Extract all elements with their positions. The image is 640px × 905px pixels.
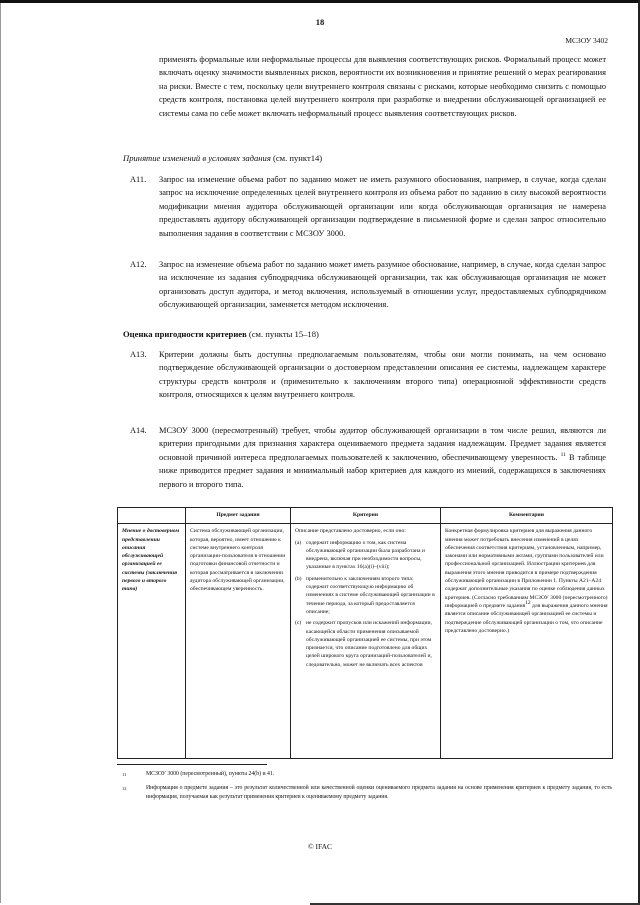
criteria-item-text: применительно к заключениям второго типа: содержит соответствующую информацию об изменениях в системе обслуживающей организации в течение периода, за который предоставляется описание; bbox=[306, 575, 435, 615]
section-heading-changes bbox=[123, 153, 322, 163]
section-heading-title: Оценка пригодности критериев bbox=[123, 329, 247, 339]
table-row bbox=[118, 524, 613, 759]
criteria-item-label: (c) bbox=[295, 620, 302, 627]
criteria-item bbox=[295, 539, 436, 572]
table-cell-criteria bbox=[291, 524, 441, 759]
paragraph-number: A12. bbox=[130, 260, 147, 269]
footnote-text: Информация о предмете задания – это результат количественной или качественной оценки оцениваемого предмета задания на основе применения критериев к предмету задания, то есть информация, получаемая как результат применения критериев к оцениваемому предмету задания. bbox=[146, 785, 612, 800]
footnote-divider bbox=[117, 764, 267, 765]
paragraph-text-part: МСЗОУ 3000 (пересмотренный) требует, чтобы аудитор обслуживающей организации в том числе решил, являются ли критерии пригодными для признания характера оцениваемого предмета задания надлежащим. Предмет задания является основной причиной интереса предполагаемых пользователей к заключению, обеспечивающему уверенность. bbox=[159, 426, 606, 462]
comments-text-part: для выражения данного мнения является описание обслуживающей организацией ее системы и подтверждение обслуживающей организации о том, что описание представлено достоверно.) bbox=[445, 602, 608, 634]
criteria-item-label: (b) bbox=[295, 575, 302, 582]
intro-paragraph: применять формальные или неформальные процессы для выявления соответствующих рисков. Формальный процесс может включать оценку значимости выявленных рисков, вероятности их возникновения и принятие решений о мерах реагирования на риски. Вместе с тем, поскольку цели внутреннего контроля связаны с рисками, которые необходимо снизить с помощью средств контроля, постановка целей внутреннего контроля при разработке и внедрении обслуживающей организацией ее системы сама по себе может включать неформальный процесс выявления соответствующих рисков. bbox=[159, 55, 606, 118]
table-header-row bbox=[118, 508, 613, 524]
criteria-intro: Описание представлено достоверно, если оно: bbox=[295, 528, 406, 535]
table-cell-comments bbox=[441, 524, 613, 759]
table-cell-opinion: Мнение о достоверном представлении описания обслуживающей организацией ее системы (заключения первого и второго типа) bbox=[118, 524, 186, 759]
paragraph-number: A14. bbox=[130, 426, 147, 435]
footnote-number: 12 bbox=[122, 786, 127, 791]
section-heading-ref: (см. пункты 15–18) bbox=[246, 329, 319, 339]
footnote-ref[interactable]: 12 bbox=[525, 600, 531, 607]
footnote-12 bbox=[122, 784, 612, 802]
section-heading-ref: (см. пункт14) bbox=[270, 153, 323, 163]
paragraph-text: Запрос на изменение объема работ по заданию может иметь разумное обоснование, например, в случае, когда сделан запрос на исключение из задания субподрядчика обслуживающей организации, так как обслуживающая организация не может организовать доступ аудитора, и метод включения, используемый в отношении услуг, предоставляемых субподрядчиком обслуживающей организации, заменяется методом исключения. bbox=[159, 260, 606, 310]
paragraph-text: Запрос на изменение объема работ по заданию может не иметь разумного обоснования, например, в случае, когда сделан запрос на исключение определенных целей внутреннего контроля из объема работ по заданию в силу высокой вероятности модификации мнения аудитора обслуживающей организации или когда обслуживающая организация не намерена предоставлять аудитору обслуживающей организации подтверждение в письменной форме и сделан запрос относительно выполнения задания в соответствии с МСЗОУ 3000. bbox=[159, 175, 606, 238]
page-number: 18 bbox=[315, 17, 325, 27]
section-heading-criteria bbox=[123, 329, 319, 339]
paragraph-number: A13. bbox=[130, 350, 147, 359]
criteria-table bbox=[117, 507, 613, 759]
footnote-number: 11 bbox=[122, 772, 127, 777]
criteria-item-label: (a) bbox=[295, 539, 302, 546]
footnote-text: МСЗОУ 3000 (пересмотренный), пункты 24(b) и 41. bbox=[146, 771, 275, 777]
table-header-cell: Критерии bbox=[291, 508, 441, 524]
section-heading-title: Принятие изменений в условиях задания bbox=[123, 153, 271, 163]
footer-copyright: © IFAC bbox=[307, 842, 333, 851]
criteria-item bbox=[295, 575, 436, 616]
document-id: МСЗОУ 3402 bbox=[565, 36, 608, 45]
paragraph-text bbox=[159, 424, 606, 491]
criteria-item-text: содержит информацию о том, как система обслуживающей организации была разработана и внедрена, включая при необходимости вопросы, указанные в пунктах 16(a)(i)–(viii); bbox=[306, 539, 425, 571]
table-cell-subject: Система обслуживающей организации, которая, вероятно, имеет отношение к системе внутреннего контроля организации-пользователя в отношении подготовки финансовой отчетности и которая рассматривается в заключении аудитора обслуживающей организации, обеспечивающем уверенность. bbox=[186, 524, 291, 759]
table-header-cell bbox=[118, 508, 186, 524]
paragraph-a13 bbox=[130, 348, 606, 402]
paragraph-number: A11. bbox=[130, 175, 147, 184]
criteria-item-text: не содержит пропусков или искажений информации, касающейся области применения описываемой обслуживающей организацией ее системы, при этом признается, что описание подготовлено для общих целей широкого круга организаций-пользователей и, следовательно, может не включать всех аспектов bbox=[306, 620, 432, 668]
paragraph-a14 bbox=[130, 424, 606, 491]
comments-text-part: Конкретная формулировка критериев для выражения данного мнения может потребовать внесения изменений в целях обеспечения соответствия критериям, установленным, например, законами или нормативными актами, группами пользователей или профессиональной организацией. Иллюстрации критериев для выражения этого мнения приводится в примере подтверждения обслуживающей организации в Приложении 1. Пункты A21–A24 содержат дополнительные указания по оценке соблюдения данных критериев. (Согласно требованиям МСЗОУ 3000 (пересмотренного) информацией о предмете задания bbox=[445, 528, 608, 609]
paragraph-a12 bbox=[130, 258, 606, 312]
paragraph-text-part: В таблице ниже приводится предмет задания и минимальный набор критериев для каждого из мнений, содержащихся в заключениях первого и второго типа. bbox=[159, 452, 607, 489]
criteria-list bbox=[295, 539, 436, 669]
criteria-item bbox=[295, 619, 436, 669]
scan-edge-left bbox=[0, 3, 1, 903]
footnote-11 bbox=[122, 770, 612, 779]
footnote-ref[interactable]: 11 bbox=[560, 452, 566, 459]
paragraph-text: Критерии должны быть доступны предполагаемым пользователям, чтобы они могли понимать, на чем основано подтверждение обслуживающей организации о достоверном представлении описания ее системы, надлежащем характере структуры средств контроля и (применительно к заключениям второго типа) операционной эффективности средств контроля, относящихся к целям внутреннего контроля. bbox=[159, 350, 606, 400]
paragraph-a11 bbox=[130, 173, 606, 240]
scan-edge-top bbox=[0, 0, 640, 3]
table-header-cell: Комментарии bbox=[441, 508, 613, 524]
table-header-cell: Предмет задания bbox=[186, 508, 291, 524]
